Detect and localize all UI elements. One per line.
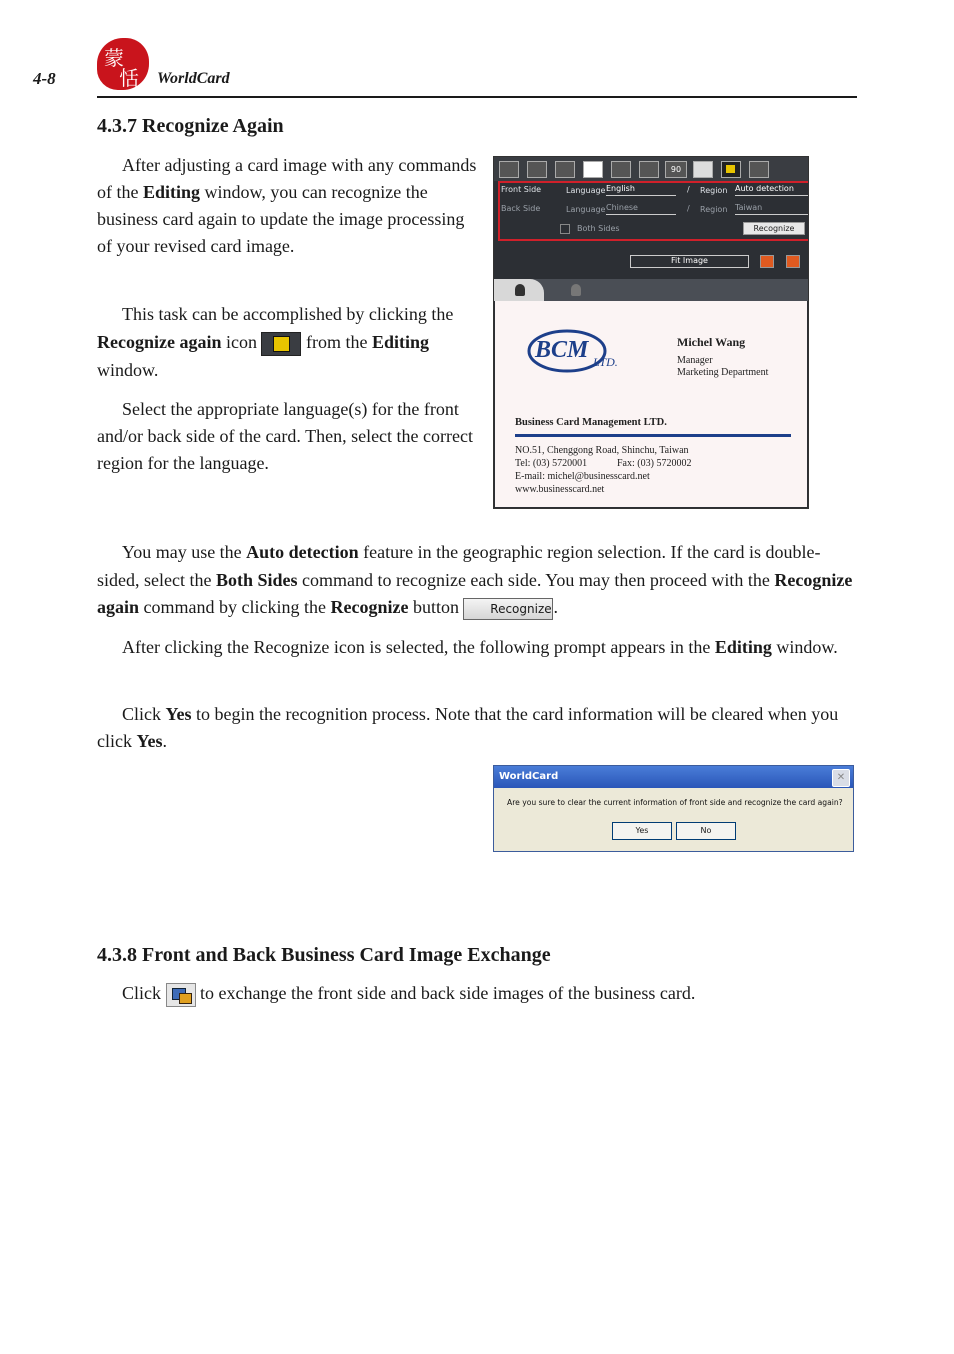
logo-glyph: 蒙 [104,46,124,70]
back-region-select[interactable]: Taiwan [735,203,809,215]
paragraph: After clicking the Recognize icon is selected, the following prompt appears in the Editing window. [122,637,838,657]
business-card-image [495,301,807,507]
both-sides-label: Both Sides [577,224,620,233]
card-tab-bar [494,279,808,301]
paragraph: You may use the Auto detection feature in the geographic region selection. If the card is double-sided, select the Both Sides command to recognize each side. You may then proceed with the Recognize again command by clicking the Recognize button Recognize . [97,539,857,622]
region-label: Region [700,205,728,214]
rotate-90-icon: 90 [665,161,687,178]
region-label: Region [700,186,728,195]
front-language-select[interactable]: English [606,184,676,196]
recognize-button[interactable]: Recognize [743,222,805,235]
dialog-title: WorldCard [499,771,559,782]
card-web: www.businesscard.net [515,484,605,495]
both-sides-checkbox[interactable] [560,224,570,234]
logo-suffix: LTD. [593,355,618,369]
close-icon[interactable]: ✕ [832,769,850,787]
back-side-label: Back Side [501,204,541,213]
front-region-select[interactable]: Auto detection [735,184,809,196]
book-logo [97,38,149,90]
paragraph: Select the appropriate language(s) for the front and/or back side of the card. Then, select the correct region for the language. [97,399,473,473]
person-icon [571,284,581,296]
book-title: WorldCard [157,70,230,87]
logo-glyph: 恬 [119,66,139,90]
exchange-icon [166,983,196,1007]
paragraph: After adjusting a card image with any commands of the Editing window, you can recognize the business card again to update the image processing of your revised card image. [97,155,477,256]
dialog-titlebar [494,766,853,788]
brightness-icon [583,161,603,178]
header-rule [97,96,857,98]
yes-button[interactable]: Yes [612,822,672,840]
no-button[interactable]: No [676,822,736,840]
undo-icon[interactable] [760,255,774,268]
bcm-logo-text: BCM [535,337,589,363]
recognize-again-icon [261,332,301,356]
dialog-message: Are you sure to clear the current information of front side and recognize the card again? [507,798,843,807]
card-divider [515,434,791,437]
card-email: E-mail: michel@businesscard.net [515,471,650,482]
toolbar [494,157,808,181]
card-title: Manager [677,355,713,366]
card-address: NO.51, Chenggong Road, Shinchu, Taiwan [515,445,689,456]
paragraph: This task can be accomplished by clicking the Recognize again icon from the Editing window. [97,304,454,380]
front-side-label: Front Side [501,185,542,194]
fit-image-select[interactable]: Fit Image [630,255,749,268]
confirm-dialog-screenshot [493,765,854,852]
back-language-select[interactable]: Chinese [606,203,676,215]
section-heading: 4.3.8 Front and Back Business Card Image Exchange [97,944,551,966]
paragraph: Click Yes to begin the recognition process. Note that the card information will be cleared when you click Yes. [97,704,839,751]
card-fax: Fax: (03) 5720002 [617,458,692,469]
person-icon [515,284,525,296]
card-name: Michel Wang [677,335,746,349]
editing-window-screenshot: 90 Front Side Language English / Region Auto detection Back Side Language Chinese / Region Taiwan Both Sides Recognize Fit Image BCM LTD. Michel Wang Manager Marketing Department Business Card Management LTD. NO.51, Chenggong Road, Shinchu, Taiwan Tel: (03) 5720001 Fax: (03) 5720002 E-mail: michel@businesscard.net www.businesscard.net [493,156,809,509]
paragraph: Click to exchange the front side and back side images of the business card. [97,980,857,1007]
frame-icon [611,161,631,178]
card-company: Business Card Management LTD. [515,417,667,428]
language-label: Language [566,186,606,195]
exchange-icon [749,161,769,178]
rotate-icon [639,161,659,178]
deskew-icon [555,161,575,178]
recognize-button: Recognize [463,598,553,620]
recognize-again-icon [721,161,741,178]
move-icon [499,161,519,178]
page-number: 4-8 [33,69,56,88]
card-tel: Tel: (03) 5720001 [515,458,588,469]
scan-icon [693,161,713,178]
section-heading: 4.3.7 Recognize Again [97,115,284,137]
crop-icon [527,161,547,178]
card-department: Marketing Department [677,367,769,378]
save-icon[interactable] [786,255,800,268]
language-label: Language [566,205,606,214]
